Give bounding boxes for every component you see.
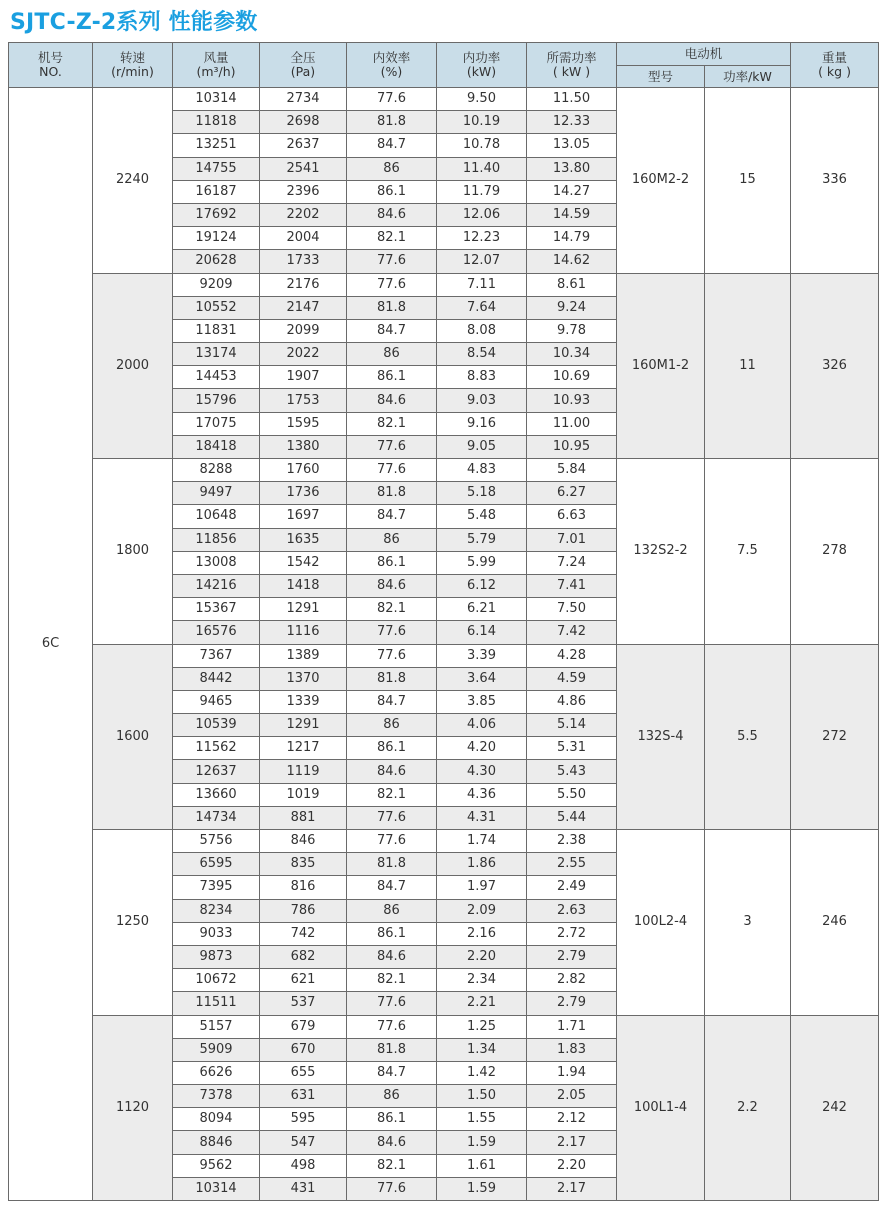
internal-power-cell: 1.59 [437,1131,527,1154]
internal-power-cell: 6.21 [437,598,527,621]
flow-cell: 8094 [173,1108,260,1131]
speed-cell: 1800 [93,459,173,645]
flow-cell: 5909 [173,1038,260,1061]
required-power-cell: 7.01 [527,528,617,551]
flow-cell: 18418 [173,435,260,458]
table-row [9,1015,879,1038]
internal-power-cell: 4.06 [437,714,527,737]
required-power-cell: 8.61 [527,273,617,296]
header-pressure: 全压 (Pa) [260,43,347,88]
efficiency-cell: 81.8 [347,482,437,505]
efficiency-cell: 86.1 [347,551,437,574]
pressure-cell: 2541 [260,157,347,180]
efficiency-cell: 84.6 [347,1131,437,1154]
machine-no-cell: 6C [9,88,93,1201]
internal-power-cell: 4.36 [437,783,527,806]
header-motor-power: 功率/kW [705,66,791,88]
pressure-cell: 1291 [260,598,347,621]
flow-cell: 14453 [173,366,260,389]
pressure-cell: 1389 [260,644,347,667]
header-motor: 电动机 [617,43,791,66]
motor-model-cell: 100L2-4 [617,830,705,1016]
performance-table [8,42,879,1201]
required-power-cell: 10.95 [527,435,617,458]
internal-power-cell: 9.03 [437,389,527,412]
internal-power-cell: 4.31 [437,806,527,829]
efficiency-cell: 77.6 [347,273,437,296]
pressure-cell: 881 [260,806,347,829]
pressure-cell: 2176 [260,273,347,296]
speed-cell: 1250 [93,830,173,1016]
pressure-cell: 1119 [260,760,347,783]
required-power-cell: 11.00 [527,412,617,435]
required-power-cell: 13.05 [527,134,617,157]
flow-cell: 8846 [173,1131,260,1154]
flow-cell: 6626 [173,1061,260,1084]
flow-cell: 10672 [173,969,260,992]
pressure-cell: 537 [260,992,347,1015]
internal-power-cell: 1.86 [437,853,527,876]
efficiency-cell: 86.1 [347,737,437,760]
pressure-cell: 2734 [260,88,347,111]
internal-power-cell: 7.64 [437,296,527,319]
flow-cell: 16576 [173,621,260,644]
required-power-cell: 1.71 [527,1015,617,1038]
flow-cell: 9033 [173,922,260,945]
efficiency-cell: 84.6 [347,574,437,597]
internal-power-cell: 8.83 [437,366,527,389]
motor-power-cell: 15 [705,88,791,274]
required-power-cell: 7.42 [527,621,617,644]
pressure-cell: 1753 [260,389,347,412]
required-power-cell: 7.24 [527,551,617,574]
required-power-cell: 4.59 [527,667,617,690]
efficiency-cell: 86 [347,899,437,922]
internal-power-cell: 5.99 [437,551,527,574]
flow-cell: 11511 [173,992,260,1015]
internal-power-cell: 10.19 [437,111,527,134]
efficiency-cell: 86 [347,714,437,737]
efficiency-cell: 84.7 [347,134,437,157]
flow-cell: 11831 [173,319,260,342]
efficiency-cell: 84.7 [347,505,437,528]
efficiency-cell: 82.1 [347,412,437,435]
weight-cell: 272 [791,644,879,830]
flow-cell: 7395 [173,876,260,899]
flow-cell: 14734 [173,806,260,829]
motor-model-cell: 132S2-2 [617,459,705,645]
pressure-cell: 835 [260,853,347,876]
efficiency-cell: 84.7 [347,1061,437,1084]
internal-power-cell: 4.20 [437,737,527,760]
efficiency-cell: 81.8 [347,667,437,690]
internal-power-cell: 1.74 [437,830,527,853]
required-power-cell: 10.34 [527,343,617,366]
required-power-cell: 6.63 [527,505,617,528]
flow-cell: 14216 [173,574,260,597]
efficiency-cell: 82.1 [347,227,437,250]
efficiency-cell: 84.7 [347,876,437,899]
required-power-cell: 1.94 [527,1061,617,1084]
motor-model-cell: 132S-4 [617,644,705,830]
flow-cell: 13008 [173,551,260,574]
required-power-cell: 2.17 [527,1177,617,1200]
internal-power-cell: 3.85 [437,690,527,713]
flow-cell: 13174 [173,343,260,366]
header-machine-no: 机号 NO. [9,43,93,88]
required-power-cell: 2.20 [527,1154,617,1177]
internal-power-cell: 1.34 [437,1038,527,1061]
required-power-cell: 6.27 [527,482,617,505]
motor-power-cell: 3 [705,830,791,1016]
internal-power-cell: 2.16 [437,922,527,945]
pressure-cell: 1217 [260,737,347,760]
required-power-cell: 9.24 [527,296,617,319]
internal-power-cell: 3.39 [437,644,527,667]
required-power-cell: 2.63 [527,899,617,922]
efficiency-cell: 86 [347,528,437,551]
efficiency-cell: 77.6 [347,1177,437,1200]
pressure-cell: 1697 [260,505,347,528]
pressure-cell: 1542 [260,551,347,574]
internal-power-cell: 1.61 [437,1154,527,1177]
pressure-cell: 786 [260,899,347,922]
required-power-cell: 5.84 [527,459,617,482]
required-power-cell: 5.14 [527,714,617,737]
pressure-cell: 846 [260,830,347,853]
required-power-cell: 2.79 [527,992,617,1015]
flow-cell: 9497 [173,482,260,505]
efficiency-cell: 84.6 [347,389,437,412]
pressure-cell: 2099 [260,319,347,342]
pressure-cell: 431 [260,1177,347,1200]
weight-cell: 246 [791,830,879,1016]
required-power-cell: 2.38 [527,830,617,853]
flow-cell: 10539 [173,714,260,737]
pressure-cell: 631 [260,1085,347,1108]
header-speed: 转速 (r/min) [93,43,173,88]
efficiency-cell: 84.7 [347,690,437,713]
weight-cell: 326 [791,273,879,459]
pressure-cell: 1736 [260,482,347,505]
flow-cell: 7378 [173,1085,260,1108]
pressure-cell: 1760 [260,459,347,482]
required-power-cell: 2.12 [527,1108,617,1131]
pressure-cell: 679 [260,1015,347,1038]
pressure-cell: 2022 [260,343,347,366]
efficiency-cell: 77.6 [347,459,437,482]
motor-model-cell: 160M1-2 [617,273,705,459]
flow-cell: 10314 [173,1177,260,1200]
internal-power-cell: 9.05 [437,435,527,458]
flow-cell: 9209 [173,273,260,296]
required-power-cell: 4.28 [527,644,617,667]
flow-cell: 12637 [173,760,260,783]
pressure-cell: 2637 [260,134,347,157]
internal-power-cell: 1.97 [437,876,527,899]
internal-power-cell: 1.42 [437,1061,527,1084]
internal-power-cell: 4.30 [437,760,527,783]
internal-power-cell: 5.48 [437,505,527,528]
flow-cell: 8442 [173,667,260,690]
speed-cell: 1600 [93,644,173,830]
flow-cell: 17075 [173,412,260,435]
pressure-cell: 1291 [260,714,347,737]
efficiency-cell: 84.7 [347,319,437,342]
required-power-cell: 4.86 [527,690,617,713]
internal-power-cell: 2.21 [437,992,527,1015]
efficiency-cell: 81.8 [347,111,437,134]
efficiency-cell: 77.6 [347,830,437,853]
internal-power-cell: 2.09 [437,899,527,922]
flow-cell: 19124 [173,227,260,250]
internal-power-cell: 4.83 [437,459,527,482]
flow-cell: 11562 [173,737,260,760]
efficiency-cell: 86 [347,1085,437,1108]
required-power-cell: 5.50 [527,783,617,806]
flow-cell: 5157 [173,1015,260,1038]
efficiency-cell: 77.6 [347,621,437,644]
efficiency-cell: 77.6 [347,435,437,458]
efficiency-cell: 77.6 [347,806,437,829]
flow-cell: 10314 [173,88,260,111]
efficiency-cell: 77.6 [347,992,437,1015]
flow-cell: 5756 [173,830,260,853]
motor-power-cell: 2.2 [705,1015,791,1201]
efficiency-cell: 86.1 [347,1108,437,1131]
table-row [9,644,879,667]
flow-cell: 8234 [173,899,260,922]
required-power-cell: 14.59 [527,203,617,226]
required-power-cell: 2.05 [527,1085,617,1108]
header-required-power: 所需功率 ( kW ) [527,43,617,88]
efficiency-cell: 77.6 [347,1015,437,1038]
header-weight: 重量 ( kg ) [791,43,879,88]
motor-model-cell: 100L1-4 [617,1015,705,1201]
efficiency-cell: 77.6 [347,88,437,111]
flow-cell: 9873 [173,945,260,968]
weight-cell: 336 [791,88,879,274]
internal-power-cell: 1.25 [437,1015,527,1038]
internal-power-cell: 6.12 [437,574,527,597]
efficiency-cell: 81.8 [347,853,437,876]
required-power-cell: 7.50 [527,598,617,621]
required-power-cell: 2.55 [527,853,617,876]
efficiency-cell: 82.1 [347,969,437,992]
motor-power-cell: 5.5 [705,644,791,830]
internal-power-cell: 11.40 [437,157,527,180]
pressure-cell: 1116 [260,621,347,644]
internal-power-cell: 12.07 [437,250,527,273]
efficiency-cell: 86 [347,157,437,180]
flow-cell: 6595 [173,853,260,876]
required-power-cell: 2.17 [527,1131,617,1154]
flow-cell: 8288 [173,459,260,482]
flow-cell: 17692 [173,203,260,226]
required-power-cell: 10.69 [527,366,617,389]
internal-power-cell: 11.79 [437,180,527,203]
weight-cell: 278 [791,459,879,645]
required-power-cell: 2.72 [527,922,617,945]
required-power-cell: 14.62 [527,250,617,273]
pressure-cell: 595 [260,1108,347,1131]
internal-power-cell: 1.55 [437,1108,527,1131]
pressure-cell: 498 [260,1154,347,1177]
efficiency-cell: 82.1 [347,1154,437,1177]
pressure-cell: 2396 [260,180,347,203]
internal-power-cell: 8.08 [437,319,527,342]
flow-cell: 10552 [173,296,260,319]
efficiency-cell: 86 [347,343,437,366]
flow-cell: 13251 [173,134,260,157]
pressure-cell: 742 [260,922,347,945]
pressure-cell: 1380 [260,435,347,458]
required-power-cell: 7.41 [527,574,617,597]
pressure-cell: 1733 [260,250,347,273]
internal-power-cell: 5.18 [437,482,527,505]
efficiency-cell: 84.6 [347,203,437,226]
flow-cell: 15796 [173,389,260,412]
internal-power-cell: 5.79 [437,528,527,551]
table-row [9,273,879,296]
speed-cell: 2240 [93,88,173,274]
pressure-cell: 2004 [260,227,347,250]
efficiency-cell: 77.6 [347,250,437,273]
pressure-cell: 2202 [260,203,347,226]
efficiency-cell: 86.1 [347,180,437,203]
pressure-cell: 655 [260,1061,347,1084]
required-power-cell: 10.93 [527,389,617,412]
efficiency-cell: 82.1 [347,598,437,621]
internal-power-cell: 9.16 [437,412,527,435]
table-row [9,830,879,853]
header-motor-model: 型号 [617,66,705,88]
efficiency-cell: 84.6 [347,760,437,783]
internal-power-cell: 12.06 [437,203,527,226]
speed-cell: 1120 [93,1015,173,1201]
flow-cell: 9465 [173,690,260,713]
pressure-cell: 1370 [260,667,347,690]
internal-power-cell: 8.54 [437,343,527,366]
flow-cell: 7367 [173,644,260,667]
flow-cell: 20628 [173,250,260,273]
required-power-cell: 12.33 [527,111,617,134]
pressure-cell: 621 [260,969,347,992]
header-flow: 风量 (m³/h) [173,43,260,88]
efficiency-cell: 82.1 [347,783,437,806]
internal-power-cell: 1.50 [437,1085,527,1108]
required-power-cell: 5.43 [527,760,617,783]
flow-cell: 10648 [173,505,260,528]
required-power-cell: 2.82 [527,969,617,992]
pressure-cell: 1635 [260,528,347,551]
required-power-cell: 2.79 [527,945,617,968]
table-row [9,88,879,111]
efficiency-cell: 81.8 [347,1038,437,1061]
efficiency-cell: 86.1 [347,366,437,389]
table-row [9,459,879,482]
required-power-cell: 13.80 [527,157,617,180]
internal-power-cell: 9.50 [437,88,527,111]
flow-cell: 15367 [173,598,260,621]
required-power-cell: 5.44 [527,806,617,829]
pressure-cell: 2698 [260,111,347,134]
header-internal-power: 内功率 (kW) [437,43,527,88]
flow-cell: 9562 [173,1154,260,1177]
header-efficiency: 内效率 (%) [347,43,437,88]
efficiency-cell: 86.1 [347,922,437,945]
weight-cell: 242 [791,1015,879,1201]
table-body [9,88,879,1201]
internal-power-cell: 6.14 [437,621,527,644]
pressure-cell: 1595 [260,412,347,435]
required-power-cell: 9.78 [527,319,617,342]
required-power-cell: 11.50 [527,88,617,111]
pressure-cell: 547 [260,1131,347,1154]
efficiency-cell: 77.6 [347,644,437,667]
internal-power-cell: 3.64 [437,667,527,690]
efficiency-cell: 81.8 [347,296,437,319]
flow-cell: 16187 [173,180,260,203]
internal-power-cell: 7.11 [437,273,527,296]
flow-cell: 14755 [173,157,260,180]
flow-cell: 13660 [173,783,260,806]
internal-power-cell: 10.78 [437,134,527,157]
internal-power-cell: 2.34 [437,969,527,992]
speed-cell: 2000 [93,273,173,459]
required-power-cell: 14.27 [527,180,617,203]
pressure-cell: 670 [260,1038,347,1061]
pressure-cell: 816 [260,876,347,899]
internal-power-cell: 2.20 [437,945,527,968]
motor-power-cell: 7.5 [705,459,791,645]
flow-cell: 11856 [173,528,260,551]
required-power-cell: 2.49 [527,876,617,899]
required-power-cell: 5.31 [527,737,617,760]
required-power-cell: 14.79 [527,227,617,250]
page-title: SJTC-Z-2系列 性能参数 [10,10,258,35]
efficiency-cell: 84.6 [347,945,437,968]
motor-model-cell: 160M2-2 [617,88,705,274]
internal-power-cell: 12.23 [437,227,527,250]
pressure-cell: 2147 [260,296,347,319]
pressure-cell: 682 [260,945,347,968]
pressure-cell: 1418 [260,574,347,597]
pressure-cell: 1907 [260,366,347,389]
pressure-cell: 1339 [260,690,347,713]
required-power-cell: 1.83 [527,1038,617,1061]
flow-cell: 11818 [173,111,260,134]
pressure-cell: 1019 [260,783,347,806]
internal-power-cell: 1.59 [437,1177,527,1200]
motor-power-cell: 11 [705,273,791,459]
